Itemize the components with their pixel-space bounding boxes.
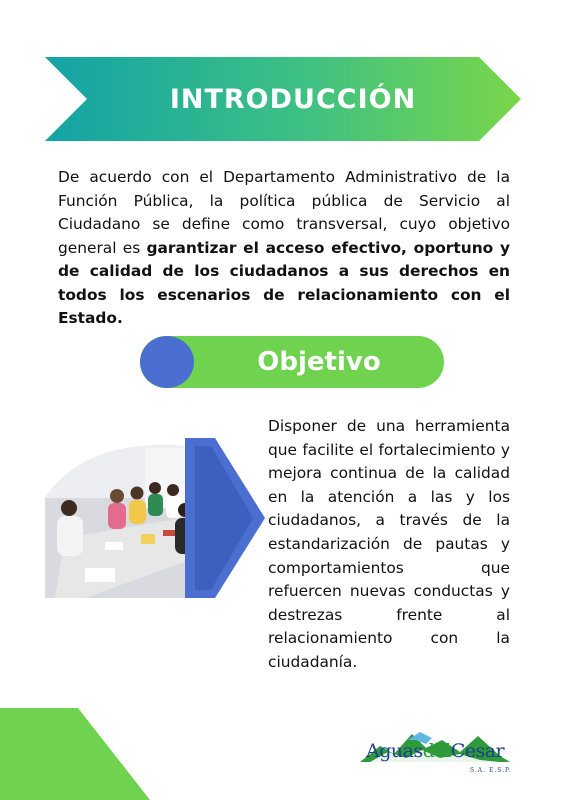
logo-suffix: S.A. E.S.P. [470,767,512,774]
intro-text: De acuerdo con el Departamento Administrativo de la Función Pública, la política pública de Servicio al Ciudadano se define como transversal, cuyo objetivo general es [58,168,510,257]
logo-name-aguas: Aguas [366,740,423,762]
objective-circle [140,336,194,388]
intro-paragraph [58,166,510,331]
title-banner [45,57,521,141]
intro-bold-text: garantizar el acceso efectivo, oportuno y de calidad de los ciudadanos a sus derechos en todos los escenarios de relacionamiento con el Estado. [58,238,510,327]
logo-name-cesar: Cesar [450,740,505,762]
objective-title: Objetivo [257,347,381,377]
logo-name-del: del [422,740,451,762]
objective-text: Disponer de una herramienta que facilite el fortalecimiento y mejora continua de la calidad en la atención a las y los ciudadanos, a través de la estandarización de pautas y comportamientos que refuercen nuevas conductas y destrezas frente al relacionamiento con la ciudadanía. [268,417,510,671]
meeting-photo-illustration [45,438,265,598]
page-title: INTRODUCCIÓN [169,83,417,115]
meeting-photo [45,438,265,598]
logo-wordmark [366,740,510,762]
corner-decoration [0,708,150,800]
